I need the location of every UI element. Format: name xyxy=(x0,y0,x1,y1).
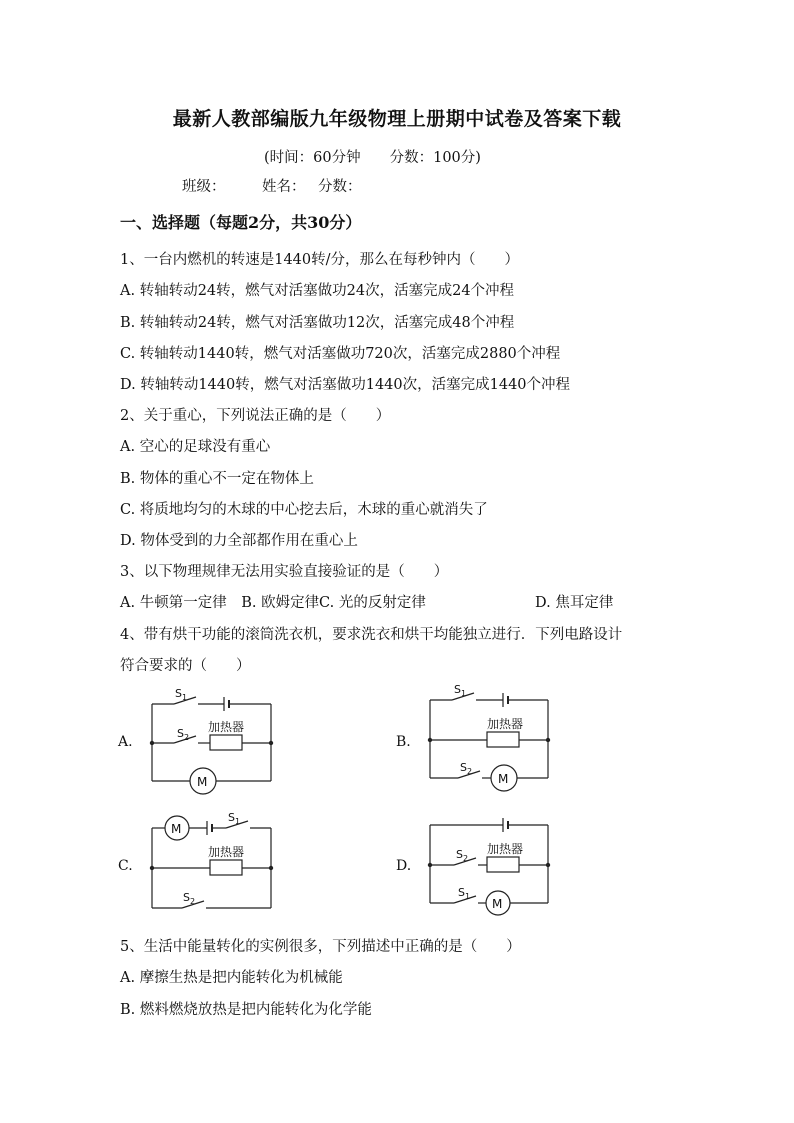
switch-s2-label: $S_2$ xyxy=(460,761,473,776)
circuit-c xyxy=(152,816,271,908)
q5-option-a: A. 摩擦生热是把内能转化为机械能 xyxy=(120,970,343,986)
q2-option-c: C. 将质地均匀的木球的中心挖去后，木球的重心就消失了 xyxy=(120,502,488,518)
switch-s1-label: $S_1$ xyxy=(454,683,467,698)
q3-options-abc: A. 牛顿第一定律 B. 欧姆定律C. 光的反射定律 xyxy=(120,595,426,611)
switch-s1-label: $S_1$ xyxy=(175,687,188,702)
q4-stem-line1: 4、带有烘干功能的滚筒洗衣机，要求洗衣和烘干均能独立进行．下列电路设计 xyxy=(120,627,623,643)
circuit-a-option: A. xyxy=(118,734,133,750)
heater-label: 加热器 xyxy=(208,720,245,734)
circuit-d xyxy=(430,818,548,915)
motor-label: M xyxy=(492,897,503,911)
q3-stem: 3、以下物理规律无法用实验直接验证的是（ ） xyxy=(120,564,449,580)
switch-s2-label: $S_2$ xyxy=(177,727,190,742)
heater-label: 加热器 xyxy=(487,842,524,856)
q1-option-b: B. 转轴转动24转，燃气对活塞做功12次，活塞完成48个冲程 xyxy=(120,315,515,331)
motor-label: M xyxy=(171,822,182,836)
q1-option-d: D. 转轴转动1440转，燃气对活塞做功1440次，活塞完成1440个冲程 xyxy=(120,377,571,393)
circuit-b xyxy=(430,693,548,791)
circuit-c-option: C. xyxy=(118,858,133,874)
q3-option-d: D. 焦耳定律 xyxy=(535,595,614,611)
q5-stem: 5、生活中能量转化的实例很多，下列描述中正确的是（ ） xyxy=(120,939,521,955)
switch-s2-label: $S_2$ xyxy=(183,891,196,906)
q2-stem: 2、关于重心，下列说法正确的是（ ） xyxy=(120,408,391,424)
name-label: 姓名： xyxy=(262,179,306,195)
switch-s2-label: $S_2$ xyxy=(456,848,469,863)
page-title: 最新人教部编版九年级物理上册期中试卷及答案下载 xyxy=(172,108,622,130)
q5-option-b: B. 燃料燃烧放热是把内能转化为化学能 xyxy=(120,1002,372,1018)
motor-label: M xyxy=(197,775,208,789)
q2-option-b: B. 物体的重心不一定在物体上 xyxy=(120,471,314,487)
motor-label: M xyxy=(498,772,509,786)
class-label: 班级： xyxy=(182,179,226,195)
q2-option-d: D. 物体受到的力全部都作用在重心上 xyxy=(120,533,358,549)
circuit-d-option: D. xyxy=(396,858,412,874)
q4-stem-line2: 符合要求的（ ） xyxy=(120,658,251,674)
section-heading: 一、选择题（每题2分，共30分） xyxy=(120,213,362,232)
exam-time-info: (时间：60分钟 分数：100分) xyxy=(264,150,481,166)
heater-label: 加热器 xyxy=(487,717,524,731)
switch-s1-label: $S_1$ xyxy=(228,811,241,826)
q2-option-a: A. 空心的足球没有重心 xyxy=(120,439,271,455)
q1-option-a: A. 转轴转动24转，燃气对活塞做功24次，活塞完成24个冲程 xyxy=(120,283,515,299)
heater-label: 加热器 xyxy=(208,845,245,859)
q1-option-c: C. 转轴转动1440转，燃气对活塞做功720次，活塞完成2880个冲程 xyxy=(120,346,561,362)
q1-stem: 1、一台内燃机的转速是1440转/分，那么在每秒钟内（ ） xyxy=(120,252,520,268)
switch-s1-label: $S_1$ xyxy=(458,886,471,901)
score-label: 分数： xyxy=(318,179,362,195)
circuit-a xyxy=(152,697,271,794)
circuit-b-option: B. xyxy=(396,734,411,750)
